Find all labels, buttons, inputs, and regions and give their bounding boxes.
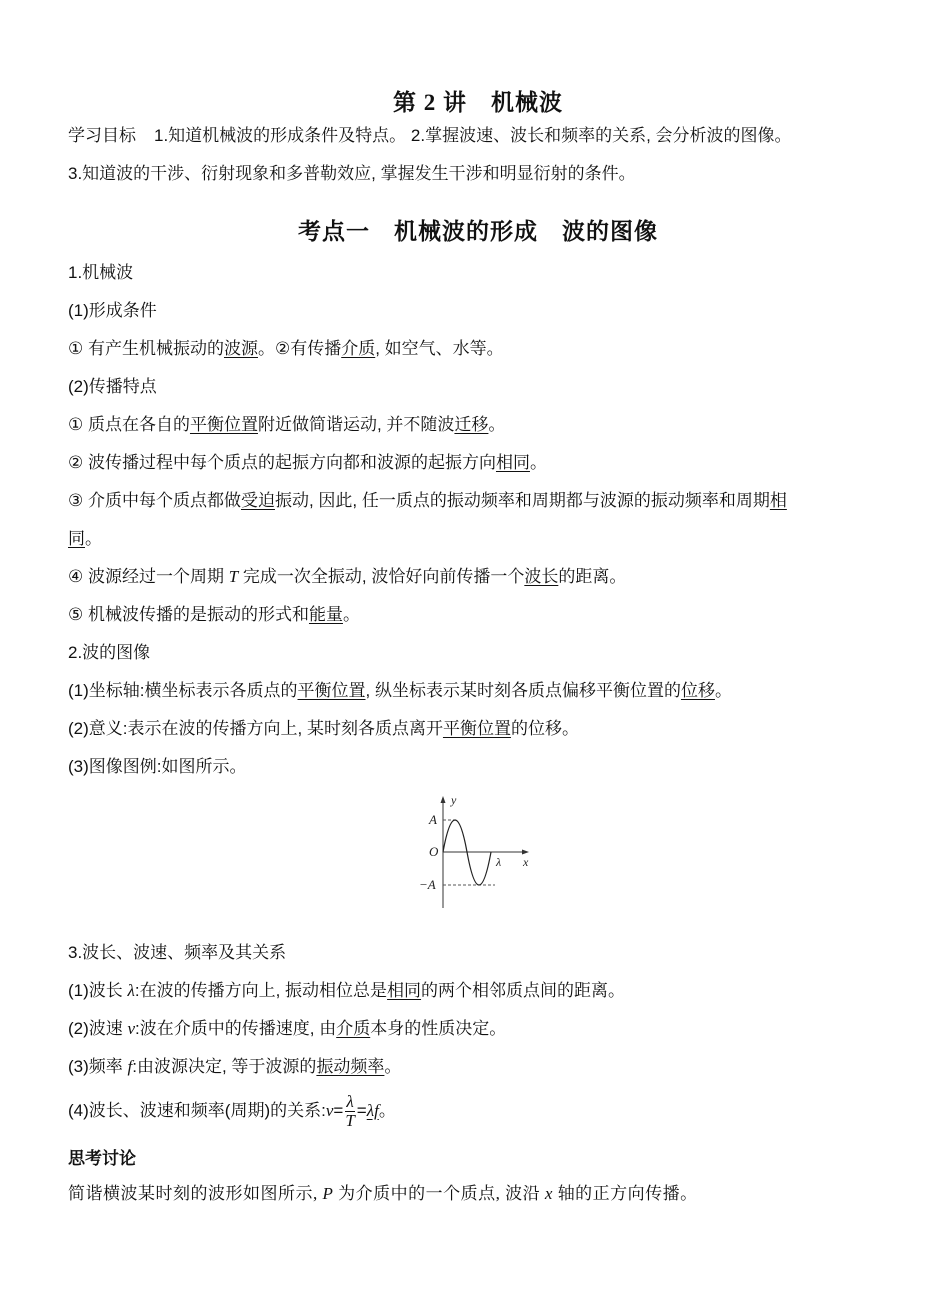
point-symbol: P xyxy=(322,1184,334,1203)
paragraph xyxy=(68,1048,888,1086)
learning-goals-text-1: 1.知道机械波的形成条件及特点。 2.掌握波速、波长和频率的关系, 会分析波的图像。 xyxy=(154,126,792,145)
text: 轴的正方向传播。 xyxy=(552,1184,698,1203)
document-page xyxy=(68,84,888,1212)
paragraph xyxy=(68,482,888,520)
text: ① 质点在各自的 xyxy=(68,415,190,434)
answer-blank: 相 xyxy=(769,491,787,510)
text: ① 有产生机械振动的 xyxy=(68,339,224,358)
learning-goals-line-2 xyxy=(68,161,888,187)
text: 。 xyxy=(529,453,547,472)
text: ④ 波源经过一个周期 xyxy=(68,567,229,586)
text: :在波的传播方向上, 振动相位总是 xyxy=(134,981,388,1000)
answer-blank: 波长 xyxy=(524,567,559,586)
heading-propagation-features: (2)传播特点 xyxy=(68,377,157,396)
text: 。 xyxy=(342,605,360,624)
text: 完成一次全振动, 波恰好向前传播一个 xyxy=(238,567,525,586)
amplitude-label: A xyxy=(429,812,437,827)
answer-blank: 振动频率 xyxy=(316,1057,385,1076)
heading-wavelength-speed-frequency: 3.波长、波速、频率及其关系 xyxy=(68,943,287,962)
wave-figure xyxy=(68,790,888,930)
text: ⑤ 机械波传播的是振动的形式和 xyxy=(68,605,309,624)
text: 。②有传播 xyxy=(257,339,342,358)
period-symbol: T xyxy=(228,567,239,586)
paragraph xyxy=(68,1010,888,1048)
paragraph-formula xyxy=(68,1086,888,1136)
text: 振动, 因此, 任一质点的振动频率和周期都与波源的振动频率和周期 xyxy=(274,491,770,510)
text: ② 波传播过程中每个质点的起振方向都和波源的起振方向 xyxy=(68,453,496,472)
text: 本身的性质决定。 xyxy=(370,1019,507,1038)
answer-blank: 能量 xyxy=(308,605,343,624)
y-axis-arrow-icon xyxy=(441,796,446,803)
equals-sign: = xyxy=(333,1101,344,1120)
text: ③ 介质中每个质点都做 xyxy=(68,491,241,510)
answer-blank: 相同 xyxy=(387,981,422,1000)
x-axis-label: x xyxy=(523,855,529,869)
text: 。 xyxy=(384,1057,402,1076)
discussion-text xyxy=(68,1176,888,1212)
heading-formation-conditions: (1)形成条件 xyxy=(68,301,157,320)
text: :波在介质中的传播速度, 由 xyxy=(135,1019,337,1038)
fraction xyxy=(345,1093,354,1130)
paragraph xyxy=(68,710,888,748)
answer-blank: 相同 xyxy=(495,453,530,472)
answer-blank: λf xyxy=(366,1101,379,1120)
wave-graph xyxy=(413,790,543,920)
learning-goals-text-2: 3.知道波的干涉、衍射现象和多普勒效应, 掌握发生干涉和明显衍射的条件。 xyxy=(68,164,636,183)
answer-blank: 迁移 xyxy=(454,415,489,434)
fraction-denominator: T xyxy=(345,1111,355,1131)
heading-wave-graph: 2.波的图像 xyxy=(68,643,151,662)
lecture-title xyxy=(68,84,888,117)
heading-mechanical-wave: 1.机械波 xyxy=(68,263,134,282)
text: :由波源决定, 等于波源的 xyxy=(132,1057,317,1076)
text: 的距离。 xyxy=(558,567,627,586)
paragraph-continued xyxy=(68,520,888,558)
text: (2)意义:表示在波的传播方向上, 某时刻各质点离开 xyxy=(68,719,443,738)
negative-amplitude-label: −A xyxy=(419,877,436,892)
fraction-numerator: λ xyxy=(346,1092,354,1112)
paragraph xyxy=(68,558,888,596)
answer-blank: 波源 xyxy=(223,339,258,358)
text: (1)波长 xyxy=(68,981,128,1000)
learning-goals-label: 学习目标 xyxy=(68,126,136,145)
answer-blank: 同 xyxy=(68,529,85,548)
text: (4)波长、波速和频率(周期)的关系: xyxy=(68,1101,326,1120)
text: 。 xyxy=(714,681,732,700)
text: (2)波速 xyxy=(68,1019,128,1038)
paragraph xyxy=(68,406,888,444)
speed-symbol: v xyxy=(325,1101,334,1120)
paragraph xyxy=(68,672,888,710)
discussion-heading: 思考讨论 xyxy=(68,1149,136,1168)
answer-blank: 平衡位置 xyxy=(297,681,366,700)
answer-blank: 介质 xyxy=(341,339,376,358)
text: 附近做简谐运动, 并不随波 xyxy=(257,415,455,434)
paragraph xyxy=(68,330,888,368)
wavelength-symbol: λ xyxy=(127,981,135,1000)
answer-blank: 平衡位置 xyxy=(189,415,258,434)
x-axis-arrow-icon xyxy=(522,850,529,855)
section-title: 考点一 机械波的形成 波的图像 xyxy=(298,218,658,244)
answer-blank: 受迫 xyxy=(240,491,275,510)
text: , 纵坐标表示某时刻各质点偏移平衡位置的 xyxy=(365,681,681,700)
text: 。 xyxy=(85,529,102,548)
learning-goals-line-1 xyxy=(68,123,888,149)
paragraph xyxy=(68,596,888,634)
frequency-symbol: f xyxy=(127,1057,133,1076)
paragraph xyxy=(68,972,888,1010)
text: 的位移。 xyxy=(510,719,579,738)
text: 。 xyxy=(488,415,506,434)
text: 的两个相邻质点间的距离。 xyxy=(421,981,626,1000)
text: 。 xyxy=(378,1101,396,1120)
speed-symbol: v xyxy=(127,1019,136,1038)
text: 为介质中的一个质点, 波沿 xyxy=(333,1184,545,1203)
equals-sign: = xyxy=(356,1101,367,1120)
wavelength-label: λ xyxy=(496,855,502,869)
y-axis-label: y xyxy=(451,793,457,807)
lecture-name: 机械波 xyxy=(491,89,563,115)
answer-blank: 平衡位置 xyxy=(442,719,511,738)
text: 简谐横波某时刻的波形如图所示, xyxy=(68,1184,323,1203)
origin-label: O xyxy=(429,844,439,859)
axis-symbol: x xyxy=(544,1184,553,1203)
text: (3)频率 xyxy=(68,1057,128,1076)
text: (1)坐标轴:横坐标表示各质点的 xyxy=(68,681,298,700)
paragraph xyxy=(68,444,888,482)
lecture-number: 第 2 讲 xyxy=(393,90,467,115)
answer-blank: 介质 xyxy=(336,1019,371,1038)
text: , 如空气、水等。 xyxy=(375,339,504,358)
paragraph: (3)图像图例:如图所示。 xyxy=(68,757,247,776)
answer-blank: 位移 xyxy=(680,681,715,700)
